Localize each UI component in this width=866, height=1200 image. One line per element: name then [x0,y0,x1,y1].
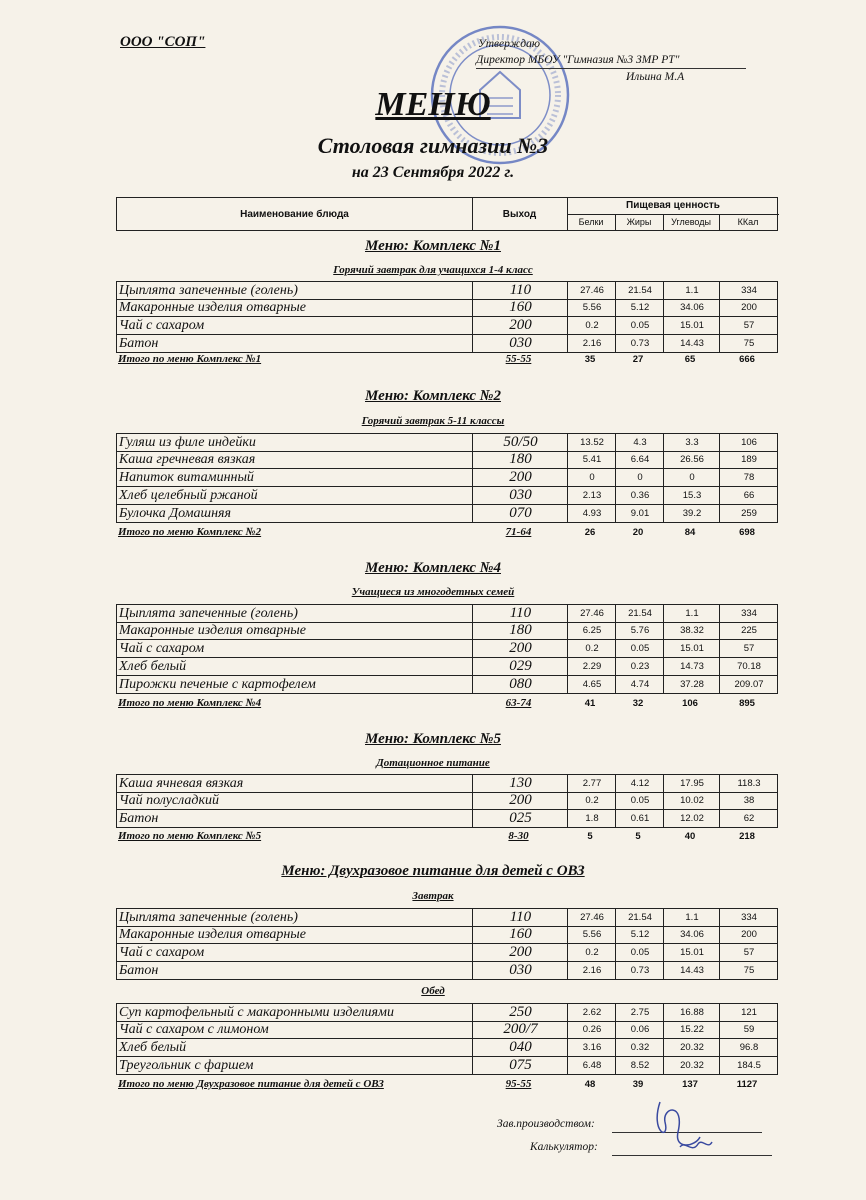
dish-f: 4.74 [615,676,664,693]
dish-output: 180 [472,622,568,639]
dish-c: 1.1 [663,909,720,926]
approval-line2: Директор МБОУ "Гимназия №3 ЗМР РТ" [476,54,680,66]
dish-c: 15.01 [663,944,720,961]
dish-f: 21.54 [615,605,664,622]
header-nutrition: Пищевая ценность [567,198,779,215]
dish-c: 12.02 [663,810,720,827]
dish-output: 200 [472,792,568,809]
dish-c: 15.22 [663,1021,720,1038]
dish-name: Чай с сахаром [119,945,205,960]
table-row [116,640,778,658]
dish-name: Напиток витаминный [119,470,254,485]
dish-c: 0 [663,469,720,486]
dish-output: 110 [472,605,568,622]
dish-k: 200 [719,926,778,943]
dish-output: 029 [472,658,568,675]
dish-c: 20.32 [663,1057,720,1074]
dish-k: 96.8 [719,1039,778,1056]
dish-output: 250 [472,1004,568,1021]
total-f: 27 [632,354,644,365]
dish-name: Хлеб белый [119,659,187,674]
dish-name: Батон [119,963,159,978]
organization-name: ООО "СОП" [120,34,206,50]
dish-p: 3.16 [567,1039,616,1056]
dish-p: 27.46 [567,909,616,926]
total-c: 137 [682,1079,698,1090]
total-k: 698 [739,527,755,538]
dish-c: 34.06 [663,926,720,943]
dish-name: Батон [119,811,159,826]
table-row [116,908,778,927]
total-c: 40 [684,831,696,842]
dish-c: 39.2 [663,505,720,522]
table-row [116,281,778,300]
table-row [116,505,778,523]
table-row [116,676,778,694]
dish-output: 200 [472,317,568,334]
dish-k: 57 [719,317,778,334]
header-kcal: ККал [737,217,759,227]
header-output: Выход [472,198,568,230]
dish-c: 1.1 [663,605,720,622]
total-output: 55-55 [505,353,532,365]
dish-output: 070 [472,505,568,522]
section-subtitle: Горячий завтрак для учащихся 1-4 класс [333,264,533,276]
section-subtitle: Завтрак [412,890,454,902]
total-label: Итого по меню Комплекс №4 [118,697,262,709]
dish-p: 27.46 [567,282,616,299]
total-output: 63-74 [505,697,532,709]
dish-c: 17.95 [663,775,720,792]
total-row [116,830,778,846]
total-f: 32 [632,698,644,709]
dish-f: 0.05 [615,640,664,657]
dish-p: 2.29 [567,658,616,675]
dish-c: 3.3 [663,434,720,451]
section-subtitle: Учащиеся из многодетных семей [351,586,515,598]
table-row [116,774,778,793]
dish-name: Суп картофельный с макаронными изделиями [119,1005,394,1020]
table-row [116,1057,778,1075]
dish-f: 0.36 [615,487,664,504]
dish-f: 9.01 [615,505,664,522]
section-title: Меню: Комплекс №4 [365,560,501,576]
dish-k: 184.5 [719,1057,778,1074]
total-row [116,353,778,369]
dish-output: 200/7 [472,1021,568,1038]
dish-f: 21.54 [615,909,664,926]
dish-f: 5.12 [615,926,664,943]
dish-f: 0.06 [615,1021,664,1038]
dish-output: 110 [472,282,568,299]
dish-p: 2.16 [567,962,616,979]
dish-k: 189 [719,451,778,468]
dish-p: 0 [567,469,616,486]
total-output: 95-55 [505,1078,532,1090]
total-label: Итого по меню Комплекс №1 [118,353,262,365]
dish-name: Чай с сахаром [119,318,205,333]
dish-p: 4.93 [567,505,616,522]
table-row [116,299,778,317]
dish-c: 20.32 [663,1039,720,1056]
dish-k: 334 [719,909,778,926]
dish-c: 14.73 [663,658,720,675]
dish-k: 75 [719,962,778,979]
approval-block [476,36,746,85]
dish-output: 180 [472,451,568,468]
dish-f: 0.05 [615,792,664,809]
header-protein: Белки [567,215,616,230]
section-subtitle: Горячий завтрак 5-11 классы [361,415,505,427]
dish-k: 62 [719,810,778,827]
dish-p: 2.13 [567,487,616,504]
menu-date: на 23 Сентября 2022 г. [351,164,515,181]
table-row [116,810,778,828]
dish-k: 70.18 [719,658,778,675]
dish-k: 259 [719,505,778,522]
dish-output: 50/50 [472,434,568,451]
dish-name: Батон [119,336,159,351]
dish-name: Булочка Домашняя [119,506,232,521]
total-row [116,697,778,713]
dish-name: Гуляш из филе индейки [119,435,256,450]
dish-p: 2.77 [567,775,616,792]
table-row [116,1021,778,1039]
dish-k: 106 [719,434,778,451]
dish-c: 34.06 [663,299,720,316]
table-row [116,944,778,962]
dish-c: 38.32 [663,622,720,639]
dish-k: 38 [719,792,778,809]
table-row [116,317,778,335]
section-title: Меню: Двухразовое питание для детей с ОВЗ [281,863,585,879]
table-row [116,335,778,353]
dish-name: Пирожки печеные с картофелем [119,677,316,692]
section-title: Меню: Комплекс №5 [365,731,501,747]
dish-f: 4.12 [615,775,664,792]
total-f: 39 [632,1079,644,1090]
dish-p: 6.48 [567,1057,616,1074]
page-subtitle: Столовая гимназии №3 [317,133,549,158]
total-f: 5 [635,831,641,842]
dish-f: 0.73 [615,335,664,352]
dish-f: 5.12 [615,299,664,316]
dish-name: Хлеб целебный ржаной [119,488,258,503]
table-row [116,658,778,676]
dish-c: 14.43 [663,335,720,352]
table-row [116,1003,778,1022]
total-f: 20 [632,527,644,538]
total-p: 41 [584,698,596,709]
dish-k: 57 [719,944,778,961]
signature-production-label: Зав.производством: [497,1118,595,1130]
dish-k: 75 [719,335,778,352]
dish-p: 0.2 [567,944,616,961]
dish-output: 030 [472,335,568,352]
dish-f: 0.05 [615,944,664,961]
dish-name: Каша гречневая вязкая [119,452,256,467]
dish-f: 0.61 [615,810,664,827]
dish-name: Цыплята запеченные (голень) [119,606,298,621]
dish-output: 030 [472,487,568,504]
dish-p: 5.56 [567,299,616,316]
header-carbs: Углеводы [663,215,720,230]
table-row [116,487,778,505]
dish-k: 118.3 [719,775,778,792]
table-row [116,962,778,980]
dish-f: 0.05 [615,317,664,334]
dish-c: 16.88 [663,1004,720,1021]
dish-p: 27.46 [567,605,616,622]
approval-line1: Утверждаю [478,38,540,50]
dish-c: 15.01 [663,317,720,334]
dish-name: Макаронные изделия отварные [119,300,306,315]
dish-f: 4.3 [615,434,664,451]
section-subtitle-lunch: Обед [421,985,445,997]
table-row [116,622,778,640]
table-row [116,926,778,944]
total-p: 26 [584,527,596,538]
dish-c: 15.3 [663,487,720,504]
dish-output: 025 [472,810,568,827]
total-output: 8-30 [508,830,529,842]
dish-k: 225 [719,622,778,639]
total-k: 666 [739,354,755,365]
total-c: 106 [682,698,698,709]
approval-line3: Ильина М.А [476,68,746,85]
dish-name: Чай с сахаром [119,641,205,656]
dish-p: 13.52 [567,434,616,451]
dish-output: 160 [472,926,568,943]
dish-name: Чай полусладкий [119,793,220,808]
dish-output: 200 [472,944,568,961]
dish-f: 5.76 [615,622,664,639]
total-row [116,526,778,542]
table-row [116,451,778,469]
handwritten-signature-icon [640,1092,720,1162]
table-row [116,469,778,487]
dish-output: 200 [472,640,568,657]
table-header [116,197,778,231]
total-p: 35 [584,354,596,365]
dish-p: 0.2 [567,792,616,809]
dish-k: 334 [719,605,778,622]
dish-p: 0.26 [567,1021,616,1038]
header-fat: Жиры [615,215,664,230]
header-name: Наименование блюда [117,198,473,230]
dish-k: 121 [719,1004,778,1021]
dish-name: Цыплята запеченные (голень) [119,910,298,925]
dish-output: 110 [472,909,568,926]
total-label: Итого по меню Комплекс №2 [118,526,262,538]
dish-name: Цыплята запеченные (голень) [119,283,298,298]
dish-output: 080 [472,676,568,693]
dish-k: 59 [719,1021,778,1038]
table-row [116,1039,778,1057]
dish-k: 57 [719,640,778,657]
dish-f: 21.54 [615,282,664,299]
dish-f: 0.23 [615,658,664,675]
dish-p: 5.41 [567,451,616,468]
total-p: 48 [584,1079,596,1090]
signature-calculator-label: Калькулятор: [530,1141,598,1153]
dish-name: Треугольник с фаршем [119,1058,254,1073]
total-output: 71-64 [505,526,532,538]
dish-name: Хлеб белый [119,1040,187,1055]
dish-f: 8.52 [615,1057,664,1074]
dish-p: 1.8 [567,810,616,827]
table-row [116,792,778,810]
dish-c: 10.02 [663,792,720,809]
total-k: 218 [739,831,755,842]
dish-f: 0.32 [615,1039,664,1056]
dish-output: 200 [472,469,568,486]
total-p: 5 [587,831,593,842]
dish-p: 6.25 [567,622,616,639]
dish-k: 78 [719,469,778,486]
section-subtitle: Дотационное питание [376,757,490,769]
dish-k: 200 [719,299,778,316]
dish-k: 66 [719,487,778,504]
dish-p: 0.2 [567,640,616,657]
total-k: 895 [739,698,755,709]
total-label: Итого по меню Двухразовое питание для детей с ОВЗ [118,1078,384,1090]
dish-name: Макаронные изделия отварные [119,927,306,942]
dish-name: Чай с сахаром с лимоном [119,1022,269,1037]
total-label: Итого по меню Комплекс №5 [118,830,262,842]
table-row [116,433,778,452]
total-k: 1127 [736,1079,758,1090]
page-title: МЕНЮ [375,86,491,123]
table-row [116,604,778,623]
section-title: Меню: Комплекс №1 [365,238,501,254]
dish-k: 209.07 [719,676,778,693]
dish-c: 37.28 [663,676,720,693]
dish-f: 0 [615,469,664,486]
dish-p: 2.62 [567,1004,616,1021]
dish-c: 26.56 [663,451,720,468]
dish-output: 130 [472,775,568,792]
total-c: 84 [684,527,696,538]
section-title: Меню: Комплекс №2 [365,388,501,404]
dish-f: 2.75 [615,1004,664,1021]
dish-output: 030 [472,962,568,979]
dish-f: 6.64 [615,451,664,468]
dish-c: 14.43 [663,962,720,979]
dish-p: 2.16 [567,335,616,352]
dish-c: 15.01 [663,640,720,657]
dish-name: Макаронные изделия отварные [119,623,306,638]
dish-p: 0.2 [567,317,616,334]
dish-output: 075 [472,1057,568,1074]
dish-k: 334 [719,282,778,299]
dish-name: Каша ячневая вязкая [119,776,244,791]
dish-output: 040 [472,1039,568,1056]
dish-output: 160 [472,299,568,316]
dish-p: 4.65 [567,676,616,693]
dish-p: 5.56 [567,926,616,943]
dish-f: 0.73 [615,962,664,979]
dish-c: 1.1 [663,282,720,299]
total-c: 65 [684,354,696,365]
